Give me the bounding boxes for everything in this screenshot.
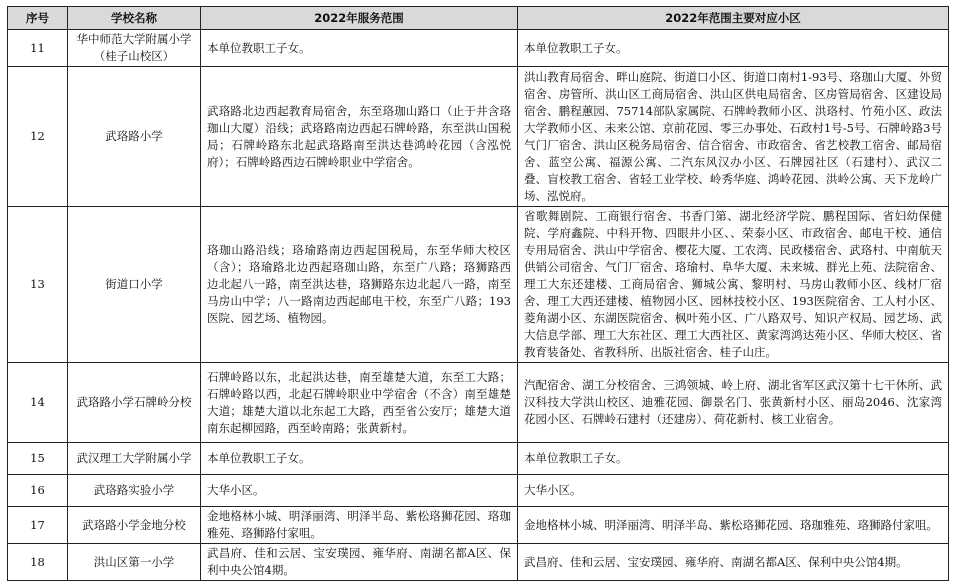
row-number: 12 [8, 67, 68, 207]
school-name: 武珞路实验小学 [68, 475, 201, 507]
table-row [8, 507, 949, 544]
header-service-scope: 2022年服务范围 [201, 7, 518, 30]
corresponding-areas: 本单位教职工子女。 [518, 443, 949, 475]
table-row [8, 363, 949, 443]
table-row [8, 443, 949, 475]
table-row [8, 67, 949, 207]
header-corresponding-areas: 2022年范围主要对应小区 [518, 7, 949, 30]
row-number: 13 [8, 207, 68, 363]
school-name: 华中师范大学附属小学（桂子山校区） [68, 30, 201, 67]
header-school-name: 学校名称 [68, 7, 201, 30]
corresponding-areas: 金地格林小城、明泽丽湾、明泽半岛、紫松珞狮花园、珞珈雅苑、珞狮路付家咀。 [518, 507, 949, 544]
service-scope: 石牌岭路以东，北起洪达巷，南至雄楚大道，东至工大路；石牌岭路以西，北起石牌岭职业中学宿舍（不含）南至雄楚大道；雄楚大道以北东起工大路，西至省公安厅；雄楚大道南东起柳园路，西至岭南路；张黄新村。 [201, 363, 518, 443]
table-row [8, 475, 949, 507]
corresponding-areas: 汽配宿舍、湖工分校宿舍、三鸿领城、岭上府、湖北省军区武汉第十七干休所、武汉科技大学洪山校区、迪雅花园、御景名门、张黄新村小区、丽岛2046、沈家湾花园小区、石牌岭石建村（还建房）、荷花新村、核工业宿舍。 [518, 363, 949, 443]
school-district-table [7, 6, 949, 581]
row-number: 18 [8, 544, 68, 581]
table-row [8, 207, 949, 363]
service-scope: 珞珈山路沿线；珞瑜路南边西起国税局，东至华师大校区（含）；珞瑜路北边西起珞珈山路，东至广八路；珞狮路西边北起八一路，南至洪达巷，珞狮路东边北起八一路，南至马房山中学；八一路南边西起邮电干校，东至广八路；193医院、园艺场、植物园。 [201, 207, 518, 363]
corresponding-areas: 武昌府、佳和云居、宝安璞园、雍华府、南湖名都A区、保利中央公馆4期。 [518, 544, 949, 581]
school-name: 武珞路小学 [68, 67, 201, 207]
row-number: 15 [8, 443, 68, 475]
school-name: 武汉理工大学附属小学 [68, 443, 201, 475]
service-scope: 武珞路北边西起教育局宿舍，东至珞珈山路口（止于井含珞珈山大厦）沿线；武珞路南边西起石牌岭路，东至洪山国税局；石牌岭路东北起武珞路南至洪达巷鸿岭花园（含泓悦府）；石牌岭路西边石牌岭职业中学宿舍。 [201, 67, 518, 207]
service-scope: 金地格林小城、明泽丽湾、明泽半岛、紫松珞狮花园、珞珈雅苑、珞狮路付家咀。 [201, 507, 518, 544]
header-number: 序号 [8, 7, 68, 30]
row-number: 11 [8, 30, 68, 67]
corresponding-areas: 洪山教育局宿舍、畔山庭院、街道口小区、街道口南村1-93号、珞珈山大厦、外贸宿舍、房管所、洪山区工商局宿舍、洪山区供电局宿舍、区房管局宿舍、区建设局宿舍、鹏程蕙园、75714部队家属院、石牌岭教师小区、洪珞村、竹苑小区、政法大学教师小区、未来公馆、京前花园、零三办事处、石政村1号-5号、石牌岭路3号气门厂宿舍、洪山区税务局宿舍、信合宿舍、市政宿舍、省艺校教工宿舍、邮局宿舍、蓝空公寓、福源公寓、二汽东风汉办小区、石牌园社区（石建村）、武汉二叠、盲校教工宿舍、省轻工业学校、岭秀华庭、鸿岭花园、洪岭公寓、天下龙岭广场、泓悦府。 [518, 67, 949, 207]
service-scope: 大华小区。 [201, 475, 518, 507]
school-name: 武珞路小学石牌岭分校 [68, 363, 201, 443]
corresponding-areas: 本单位教职工子女。 [518, 30, 949, 67]
corresponding-areas: 大华小区。 [518, 475, 949, 507]
row-number: 16 [8, 475, 68, 507]
corresponding-areas: 省歌舞剧院、工商银行宿舍、书香门第、湖北经济学院、鹏程国际、省妇幼保健院、学府鑫院、中科开物、四眼井小区、、荣泰小区、市政宿舍、邮电干校、通信专用局宿舍、洪山中学宿舍、樱花大厦、工农湾、民政楼宿舍、武珞村、中南航天供销公司宿舍、气门厂宿舍、珞瑜村、阜华大厦、未来城、群光上苑、法院宿舍、理工大东还建楼、工商局宿舍、狮城公寓、黎明村、马房山教师小区、线材厂宿舍、理工大西还建楼、植物园小区、园林技校小区、193医院宿舍、工人村小区、菱角湖小区、东湖医院宿舍、枫叶苑小区、广八路双号、知识产权局、园艺场、武大信息学部、理工大东社区、理工大西社区、黄家湾鸿达苑小区、华师大校区、省教育装备处、省教科所、出版社宿舍、桂子山庄。 [518, 207, 949, 363]
school-name: 武珞路小学金地分校 [68, 507, 201, 544]
service-scope: 武昌府、佳和云居、宝安璞园、雍华府、南湖名都A区、保利中央公馆4期。 [201, 544, 518, 581]
row-number: 17 [8, 507, 68, 544]
table-row [8, 30, 949, 67]
table-row [8, 544, 949, 581]
school-name: 洪山区第一小学 [68, 544, 201, 581]
row-number: 14 [8, 363, 68, 443]
table-header-row [8, 7, 949, 30]
school-name: 街道口小学 [68, 207, 201, 363]
service-scope: 本单位教职工子女。 [201, 443, 518, 475]
service-scope: 本单位教职工子女。 [201, 30, 518, 67]
